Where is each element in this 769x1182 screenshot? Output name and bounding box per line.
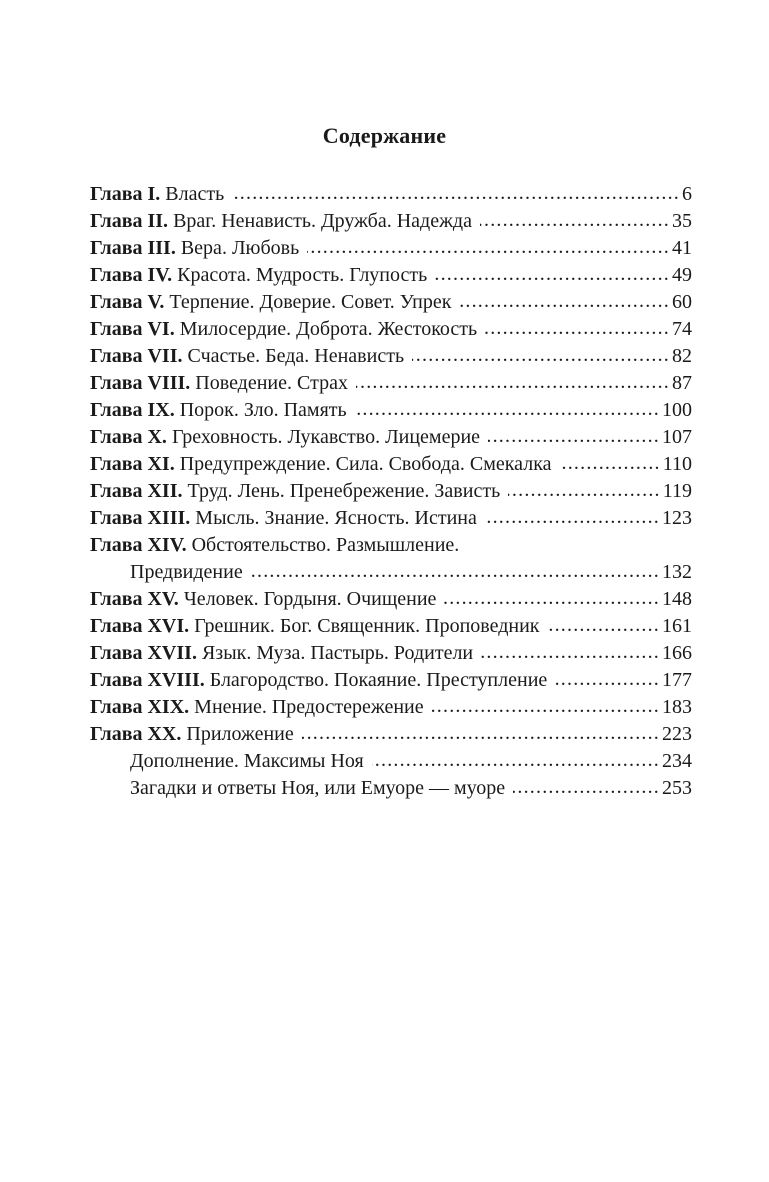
chapter-heading: Глава VI.	[90, 318, 175, 340]
chapter-heading: Глава IV.	[90, 264, 173, 286]
dot-leader	[302, 720, 660, 747]
chapter-title: Предвидение	[130, 561, 243, 583]
chapter-heading: Глава XVIII.	[90, 669, 205, 691]
toc-entry-label	[90, 289, 451, 316]
chapter-title: Вера. Любовь	[180, 237, 300, 259]
dot-leader	[485, 315, 670, 342]
chapter-heading: Глава XX.	[90, 723, 182, 745]
chapter-heading: Глава II.	[90, 210, 169, 232]
toc-entry[interactable]	[90, 208, 692, 235]
toc-entry[interactable]	[90, 181, 692, 208]
dot-leader	[372, 747, 660, 774]
chapter-title: Порок. Зло. Память	[179, 399, 347, 421]
toc-entry[interactable]	[90, 262, 692, 289]
dot-leader	[560, 450, 661, 477]
dot-leader	[444, 585, 660, 612]
page-number: 110	[662, 453, 692, 475]
toc-entry[interactable]	[90, 640, 692, 667]
toc-subentry[interactable]	[90, 775, 692, 802]
toc-entry-label	[90, 397, 347, 424]
page-number: 148	[662, 588, 692, 610]
page-number: 123	[662, 507, 692, 529]
page-number: 223	[662, 723, 692, 745]
toc-entry-label	[90, 532, 459, 559]
toc-entry-label	[130, 748, 364, 775]
toc-entry-label	[90, 640, 473, 667]
chapter-title: Язык. Муза. Пастырь. Родители	[201, 642, 474, 664]
toc-entry-label	[90, 478, 500, 505]
chapter-title: Милосердие. Доброта. Жестокость	[179, 318, 478, 340]
toc-entry-label	[90, 694, 424, 721]
chapter-heading: Глава XVII.	[90, 642, 197, 664]
dot-leader	[508, 477, 661, 504]
chapter-title: Грешник. Бог. Священник. Проповедник	[194, 615, 540, 637]
page-number: 119	[662, 480, 692, 502]
chapter-heading: Глава X.	[90, 426, 167, 448]
subentry-title: Загадки и ответы Ноя, или Емуоре — муоре	[130, 777, 506, 799]
page-number: 41	[672, 237, 692, 259]
chapter-heading: Глава XV.	[90, 588, 179, 610]
dot-leader	[356, 369, 670, 396]
toc-entry[interactable]	[90, 613, 692, 640]
chapter-heading: Глава XII.	[90, 480, 183, 502]
toc-entry-label	[130, 559, 243, 586]
toc-entry[interactable]	[90, 478, 692, 505]
toc-entry-continuation[interactable]	[90, 559, 692, 586]
chapter-title: Власть	[165, 183, 225, 205]
toc-entry[interactable]	[90, 370, 692, 397]
toc-subentry[interactable]	[90, 748, 692, 775]
chapter-title: Предупреждение. Сила. Свобода. Смекалка	[179, 453, 552, 475]
toc-entry-label	[90, 181, 224, 208]
toc-entry[interactable]	[90, 451, 692, 478]
toc-entry-label	[90, 235, 299, 262]
toc-entry[interactable]	[90, 343, 692, 370]
dot-leader	[355, 396, 660, 423]
toc-entry[interactable]	[90, 424, 692, 451]
chapter-title: Приложение	[186, 723, 294, 745]
toc-entry[interactable]	[90, 721, 692, 748]
page-number: 183	[662, 696, 692, 718]
chapter-title: Человек. Гордыня. Очищение	[183, 588, 437, 610]
chapter-title: Труд. Лень. Пренебрежение. Зависть	[187, 480, 501, 502]
page-number: 82	[672, 345, 692, 367]
page-number: 49	[672, 264, 692, 286]
toc-entry[interactable]	[90, 586, 692, 613]
chapter-heading: Глава III.	[90, 237, 176, 259]
dot-leader	[412, 342, 670, 369]
toc-entry[interactable]	[90, 397, 692, 424]
page-number: 253	[662, 777, 692, 799]
chapter-title: Терпение. Доверие. Совет. Упрек	[169, 291, 452, 313]
toc-entry-label	[90, 586, 436, 613]
toc-entry[interactable]	[90, 667, 692, 694]
toc-entry[interactable]	[90, 694, 692, 721]
toc-entry[interactable]	[90, 316, 692, 343]
toc-entry[interactable]	[90, 289, 692, 316]
toc-entry-label	[90, 262, 427, 289]
chapter-heading: Глава XI.	[90, 453, 175, 475]
toc-entry-label	[90, 370, 348, 397]
toc-entry-label	[90, 613, 540, 640]
chapter-heading: Глава I.	[90, 183, 161, 205]
page-number: 60	[672, 291, 692, 313]
dot-leader	[480, 207, 670, 234]
toc-entry-label	[90, 343, 404, 370]
chapter-title: Враг. Ненависть. Дружба. Надежда	[173, 210, 472, 232]
toc-entry-label	[130, 775, 505, 802]
dot-leader	[435, 261, 670, 288]
chapter-title: Мысль. Знание. Ясность. Истина	[195, 507, 477, 529]
dot-leader	[485, 504, 660, 531]
page-number: 166	[662, 642, 692, 664]
dot-leader	[232, 180, 680, 207]
chapter-heading: Глава XIX.	[90, 696, 190, 718]
toc-entry-label	[90, 208, 472, 235]
chapter-heading: Глава VII.	[90, 345, 183, 367]
page-number: 6	[682, 183, 692, 205]
dot-leader	[481, 639, 660, 666]
chapter-heading: Глава V.	[90, 291, 165, 313]
toc-entry-label	[90, 424, 480, 451]
dot-leader	[251, 558, 660, 585]
page-title: Содержание	[322, 123, 447, 148]
page-number: 107	[662, 426, 692, 448]
toc-entry-label	[90, 721, 294, 748]
toc-entry[interactable]	[90, 505, 692, 532]
page-number: 132	[662, 561, 692, 583]
page-number: 234	[662, 750, 692, 772]
toc-entry-label	[90, 667, 547, 694]
chapter-title: Счастье. Беда. Ненависть	[187, 345, 405, 367]
page-number: 161	[662, 615, 692, 637]
toc-entry[interactable]	[90, 532, 692, 559]
chapter-heading: Глава VIII.	[90, 372, 191, 394]
chapter-title: Поведение. Страх	[195, 372, 348, 394]
toc-entry-label	[90, 505, 477, 532]
dot-leader	[513, 774, 660, 801]
dot-leader	[488, 423, 660, 450]
page-number: 177	[662, 669, 692, 691]
chapter-title: Обстоятельство. Размышление.	[191, 534, 460, 556]
chapter-heading: Глава XIV.	[90, 534, 187, 556]
subentry-title: Дополнение. Максимы Ноя	[130, 750, 364, 772]
chapter-title: Благородство. Покаяние. Преступление	[209, 669, 548, 691]
page-number: 100	[662, 399, 692, 421]
dot-leader	[432, 693, 660, 720]
chapter-title: Греховность. Лукавство. Лицемерие	[171, 426, 481, 448]
page-number: 87	[672, 372, 692, 394]
page-number: 35	[672, 210, 692, 232]
dot-leader	[307, 234, 670, 261]
chapter-title: Мнение. Предостережение	[194, 696, 424, 718]
chapter-title: Красота. Мудрость. Глупость	[177, 264, 428, 286]
toc-entry-label	[90, 451, 552, 478]
dot-leader	[459, 288, 670, 315]
page-number: 74	[672, 318, 692, 340]
chapter-heading: Глава XVI.	[90, 615, 190, 637]
chapter-heading: Глава IX.	[90, 399, 175, 421]
table-of-contents	[90, 181, 692, 802]
toc-entry[interactable]	[90, 235, 692, 262]
chapter-heading: Глава XIII.	[90, 507, 191, 529]
toc-entry-label	[90, 316, 477, 343]
dot-leader	[548, 612, 660, 639]
dot-leader	[555, 666, 660, 693]
